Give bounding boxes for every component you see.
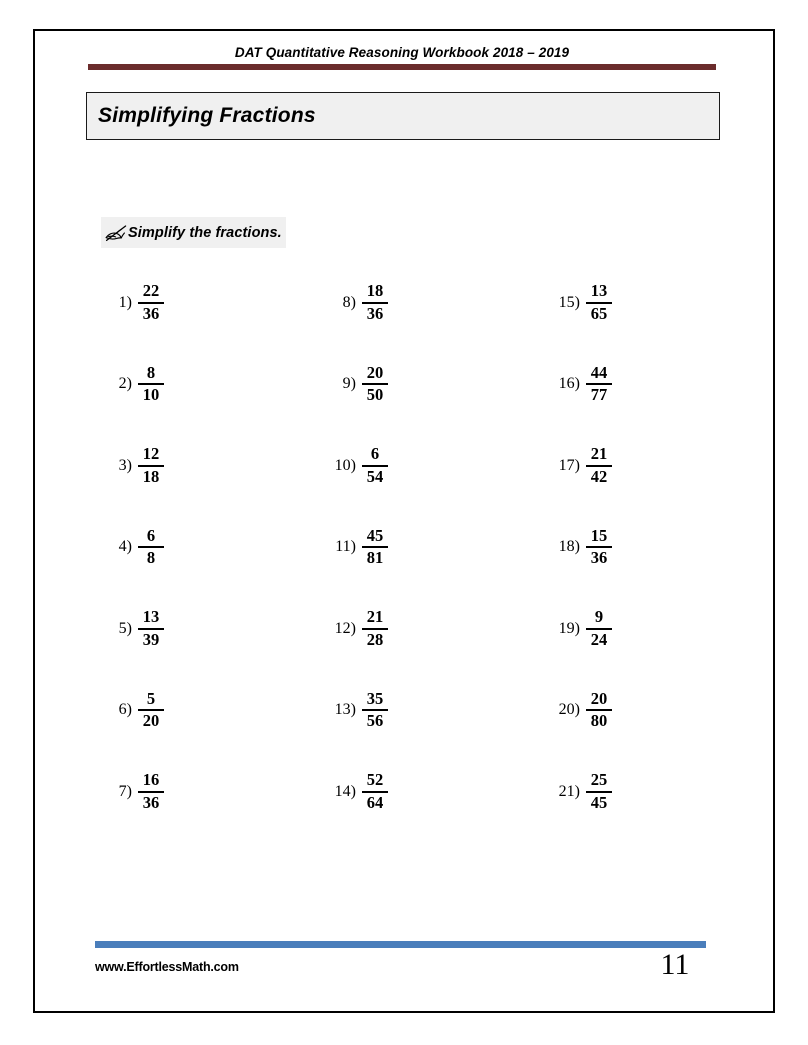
fraction-denominator: 45 xyxy=(590,792,608,812)
footer-website: www.EffortlessMath.com xyxy=(95,960,239,974)
problem-item xyxy=(100,425,324,507)
fraction xyxy=(586,282,612,323)
footer-rule-divider xyxy=(95,941,706,948)
fraction-denominator: 65 xyxy=(590,303,608,323)
fraction-numerator: 21 xyxy=(366,607,384,627)
fraction xyxy=(362,771,388,812)
fraction-numerator: 20 xyxy=(366,362,384,382)
fraction xyxy=(138,527,164,568)
problem-number: 14) xyxy=(334,782,356,800)
fraction-numerator: 20 xyxy=(590,688,608,708)
fraction-denominator: 39 xyxy=(142,629,160,649)
fraction xyxy=(138,771,164,812)
problem-number: 9) xyxy=(342,375,356,393)
fraction-numerator: 35 xyxy=(366,688,384,708)
fraction xyxy=(138,690,164,731)
fraction xyxy=(586,445,612,486)
fraction xyxy=(586,527,612,568)
problem-item xyxy=(100,344,324,426)
problem-number: 2) xyxy=(118,375,132,393)
problem-number: 7) xyxy=(118,782,132,800)
fraction xyxy=(362,608,388,649)
problem-number: 3) xyxy=(118,456,132,474)
fraction-numerator: 21 xyxy=(590,444,608,464)
fraction xyxy=(362,364,388,405)
fraction xyxy=(586,608,612,649)
problems-grid xyxy=(100,262,720,832)
problem-item xyxy=(324,507,548,589)
problem-number: 13) xyxy=(334,701,356,719)
fraction-numerator: 15 xyxy=(590,525,608,545)
fraction-denominator: 36 xyxy=(590,548,608,568)
fraction-numerator: 13 xyxy=(590,281,608,301)
fraction-denominator: 50 xyxy=(366,385,384,405)
fraction-denominator: 54 xyxy=(366,466,384,486)
problem-number: 19) xyxy=(558,619,580,637)
fraction xyxy=(586,690,612,731)
running-header xyxy=(88,45,716,60)
fraction-numerator: 44 xyxy=(590,362,608,382)
fraction-denominator: 81 xyxy=(366,548,384,568)
fraction-denominator: 18 xyxy=(142,466,160,486)
problem-item xyxy=(548,344,720,426)
problem-number: 16) xyxy=(558,375,580,393)
fraction-denominator: 64 xyxy=(366,792,384,812)
problem-item xyxy=(100,751,324,833)
fraction-denominator: 80 xyxy=(590,711,608,731)
problem-item xyxy=(548,425,720,507)
fraction-denominator: 8 xyxy=(146,548,156,568)
fraction-numerator: 18 xyxy=(366,281,384,301)
fraction-numerator: 22 xyxy=(142,281,160,301)
fraction-numerator: 8 xyxy=(146,362,156,382)
fraction-numerator: 52 xyxy=(366,770,384,790)
fraction-numerator: 5 xyxy=(146,688,156,708)
fraction xyxy=(362,282,388,323)
problem-number: 18) xyxy=(558,538,580,556)
fraction-numerator: 6 xyxy=(146,525,156,545)
problem-item xyxy=(324,751,548,833)
fraction-numerator: 12 xyxy=(142,444,160,464)
problem-item xyxy=(100,507,324,589)
problem-item xyxy=(324,670,548,752)
problem-number: 6) xyxy=(118,701,132,719)
problem-item xyxy=(548,588,720,670)
fraction xyxy=(362,527,388,568)
problem-number: 21) xyxy=(558,782,580,800)
problem-number: 8) xyxy=(342,293,356,311)
section-title-box xyxy=(86,92,720,140)
fraction xyxy=(138,608,164,649)
problem-number: 12) xyxy=(334,619,356,637)
running-header-title: DAT Quantitative Reasoning Workbook 2018 – 2019 xyxy=(234,45,570,60)
fraction-denominator: 20 xyxy=(142,711,160,731)
fraction-numerator: 25 xyxy=(590,770,608,790)
fraction-numerator: 13 xyxy=(142,607,160,627)
problem-item xyxy=(324,262,548,344)
problem-number: 17) xyxy=(558,456,580,474)
problem-number: 11) xyxy=(335,538,356,556)
fraction xyxy=(138,445,164,486)
fraction-denominator: 28 xyxy=(366,629,384,649)
instruction-text: Simplify the fractions. xyxy=(128,224,282,241)
fraction xyxy=(586,364,612,405)
fraction xyxy=(138,282,164,323)
fraction xyxy=(138,364,164,405)
fraction-denominator: 24 xyxy=(590,629,608,649)
problem-number: 15) xyxy=(558,293,580,311)
problem-item xyxy=(100,588,324,670)
problem-item xyxy=(548,507,720,589)
fraction-denominator: 77 xyxy=(590,385,608,405)
fraction-denominator: 56 xyxy=(366,711,384,731)
instruction-strip xyxy=(101,217,286,248)
pen-writing-icon xyxy=(104,224,128,242)
fraction-denominator: 36 xyxy=(366,303,384,323)
fraction-numerator: 45 xyxy=(366,525,384,545)
fraction xyxy=(586,771,612,812)
footer-page-number: 11 xyxy=(660,948,690,981)
problem-item xyxy=(548,751,720,833)
fraction-numerator: 9 xyxy=(594,607,604,627)
page-title: Simplifying Fractions xyxy=(98,104,316,127)
problem-number: 10) xyxy=(334,456,356,474)
fraction xyxy=(362,690,388,731)
fraction-numerator: 6 xyxy=(370,444,380,464)
problem-item xyxy=(548,670,720,752)
problem-item xyxy=(324,425,548,507)
header-rule-divider xyxy=(88,64,716,70)
fraction-denominator: 10 xyxy=(142,385,160,405)
fraction-numerator: 16 xyxy=(142,770,160,790)
problem-number: 20) xyxy=(558,701,580,719)
problem-item xyxy=(324,344,548,426)
problem-number: 1) xyxy=(118,293,132,311)
problem-number: 4) xyxy=(118,538,132,556)
problem-item xyxy=(100,262,324,344)
fraction-denominator: 36 xyxy=(142,303,160,323)
problem-item xyxy=(324,588,548,670)
fraction-denominator: 36 xyxy=(142,792,160,812)
fraction-denominator: 42 xyxy=(590,466,608,486)
problem-item xyxy=(548,262,720,344)
problem-item xyxy=(100,670,324,752)
problem-number: 5) xyxy=(118,619,132,637)
fraction xyxy=(362,445,388,486)
